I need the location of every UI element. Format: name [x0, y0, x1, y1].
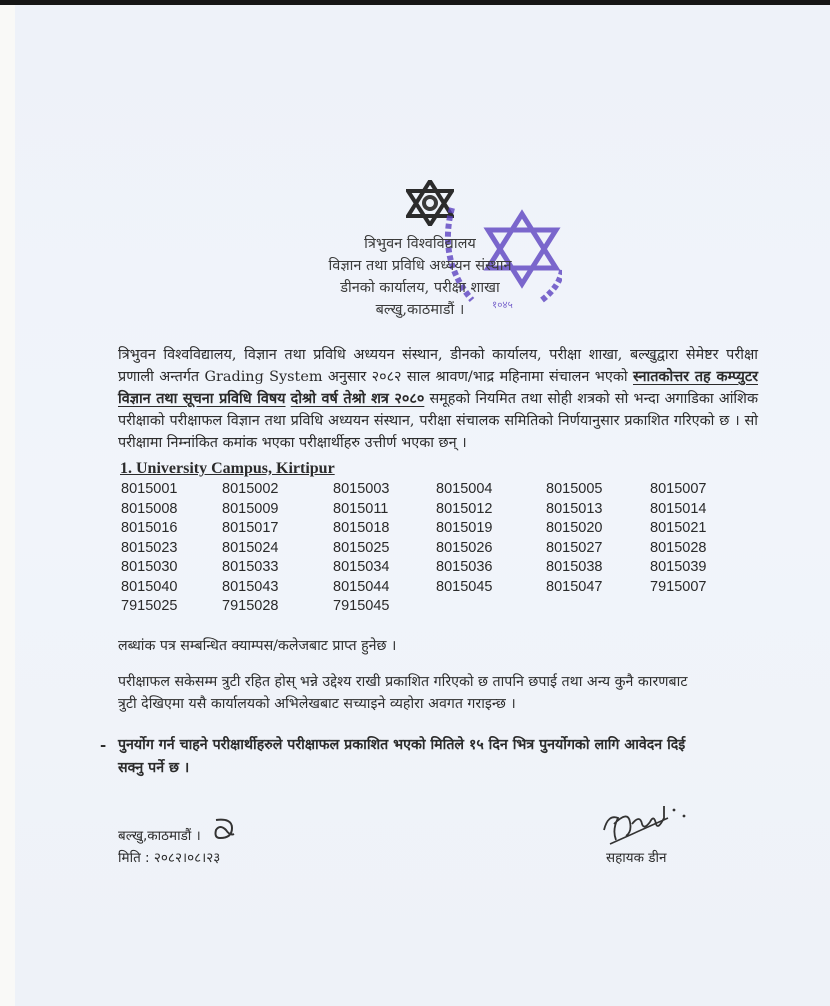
roll-number: 8015033 — [222, 559, 279, 575]
intro-text-2: समूहको नियमित तथा सोही शत्रको सो भन्दा अगाडिका आंशिक परीक्षाको परीक्षाफल विज्ञान तथा प्रविधि अध्ययन संस्थान, परीक्षा संचालक समितिको निर्णयानुसार प्रकाशित गरिएको छ । सो परीक्षामा निम्नांकित कमांक भएका परीक्षार्थीहरु उत्तीर्ण भएका छन् । — [118, 391, 758, 451]
roll-number: 8015014 — [650, 500, 707, 517]
roll-number: 8015007 — [650, 481, 707, 497]
marksheet-note: लब्धांक पत्र सम्बन्धित क्याम्पस/कलेजबाट प्राप्त हुनेछ । — [118, 638, 397, 654]
roll-number: 8015008 — [121, 500, 178, 517]
roll-number: 8015039 — [650, 559, 707, 575]
roll-number: 8015004 — [436, 481, 493, 497]
program-highlight: स्नातकोत्तर तह कम्प्युटर विज्ञान तथा सूचना प्रविधि विषय — [118, 368, 758, 407]
roll-number: 8015034 — [333, 559, 390, 575]
roll-number: 8015043 — [222, 578, 279, 595]
roll-number: 8015025 — [333, 539, 390, 556]
roll-number: 8015036 — [436, 559, 493, 575]
disclaimer-line-2: त्रुटी देखिएमा यसै कार्यालयको अभिलेखबाट सच्याइने व्यहोरा अवगत गराइन्छ । — [118, 696, 516, 712]
letterhead-university: त्रिभुवन विश्वविद्यालय — [364, 236, 476, 252]
svg-text:१०४५: १०४५ — [492, 300, 513, 310]
roll-number: 8015017 — [222, 520, 279, 536]
roll-number: 8015003 — [333, 481, 390, 497]
letterhead — [300, 178, 580, 333]
campus-heading: 1. University Campus, Kirtipur — [120, 460, 335, 477]
letterhead-address: बल्खु,काठमाडौं । — [375, 302, 465, 318]
letterhead-office: डीनको कार्यालय, परीक्षा शाखा — [340, 280, 500, 296]
retotal-line-1: पुनर्योग गर्न चाहने परीक्षार्थीहरुले परीक्षाफल प्रकाशित भएको मितिले १५ दिन भित्र पुनर्योगको लागि आवेदन दिई — [118, 737, 686, 753]
letterhead-institute: विज्ञान तथा प्रविधि अध्ययन संस्थान — [328, 258, 512, 274]
roll-number: 8015021 — [650, 520, 707, 536]
roll-number: 7915028 — [222, 598, 279, 614]
roll-number: 7915025 — [121, 598, 178, 614]
roll-number: 8015002 — [222, 481, 279, 497]
intro-text-1: त्रिभुवन विश्वविद्यालय, विज्ञान तथा प्रविधि अध्ययन संस्थान, डीनको कार्यालय, परीक्षा शाखा, बल्खुद्वारा सेमेष्टर परीक्षा प्रणाली अन्तर्गत Grading System अनुसार २०८२ साल श्रावण/भाद्र महिनामा संचालन भएको — [118, 347, 758, 385]
roll-number: 8015011 — [333, 500, 389, 517]
roll-number: 8015027 — [546, 539, 603, 556]
roll-number: 8015005 — [546, 481, 603, 497]
roll-number: 8015047 — [546, 578, 603, 595]
roll-number: 8015038 — [546, 559, 603, 575]
roll-number: 8015028 — [650, 539, 707, 556]
roll-number: 8015026 — [436, 539, 493, 556]
bullet-dash: - — [100, 736, 107, 754]
roll-number: 8015001 — [121, 481, 178, 497]
roll-number: 8015018 — [333, 520, 390, 536]
roll-number: 8015044 — [333, 578, 390, 595]
roll-number: 8015009 — [222, 500, 279, 517]
assistant-dean-signature-icon — [598, 800, 688, 848]
disclaimer-line-1: परीक्षाफल सकेसम्म त्रुटी रहित होस् भन्ने उद्देश्य राखी प्रकाशित गरिएको छ तापनि छपाई तथा अन्य कुनै कारणबाट — [118, 674, 688, 690]
intro-paragraph — [118, 344, 758, 454]
roll-number: 8015013 — [546, 500, 603, 517]
roll-number: 8015020 — [546, 520, 603, 536]
retotal-line-2: सक्नु पर्ने छ । — [118, 760, 190, 776]
roll-number: 8015012 — [436, 500, 493, 517]
roll-number: 8015030 — [121, 559, 178, 575]
roll-number: 7915045 — [333, 598, 390, 614]
roll-number: 8015016 — [121, 520, 178, 536]
roll-number: 7915007 — [650, 578, 707, 595]
roll-number: 8015023 — [121, 539, 178, 556]
roll-number: 8015040 — [121, 578, 178, 595]
initial-signature-icon — [210, 816, 238, 842]
signatory-title: सहायक डीन — [606, 850, 667, 866]
roll-number: 8015019 — [436, 520, 493, 536]
footer-place: बल्खु,काठमाडौं । — [118, 828, 201, 844]
semester-highlight: दोश्रो वर्ष तेश्रो शत्र २०८० — [290, 390, 425, 407]
left-margin — [0, 5, 15, 1006]
footer-date: मिति : २०८२।०८।२३ — [118, 850, 221, 866]
roll-number: 8015024 — [222, 539, 279, 556]
roll-number: 8015045 — [436, 578, 493, 595]
